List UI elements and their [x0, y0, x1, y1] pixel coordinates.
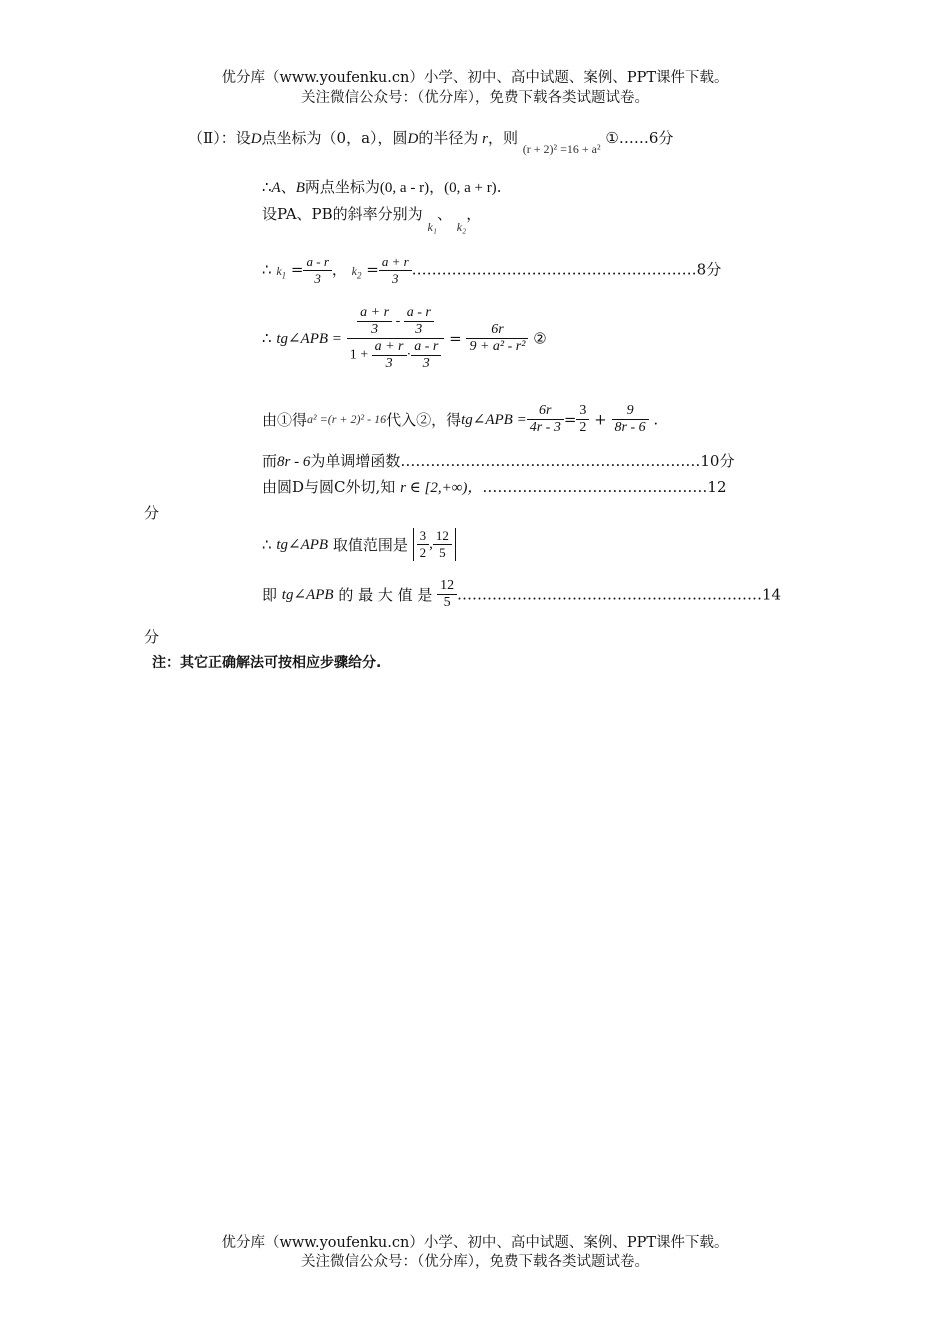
tg-result-fraction: $\frac{6r}{\text{9 + a² - r²}}$ — [466, 322, 528, 355]
tangent-text: 由圆D与圆C外切,知 — [262, 478, 396, 496]
sub-frac-1: $\frac{6r}{4r - 3}$ — [527, 403, 564, 436]
substitution-line: 由①得a² =(r + 2)² - 16代入②，得tg∠APB = $\frac{6r}{4r - 3}$ = $\frac{3}{2}$ + $\frac{9}{8r - 6}$ . — [262, 403, 659, 435]
circle-2: ② — [533, 329, 547, 348]
tg-label: tg∠APB = — [276, 331, 342, 347]
k1-symbol: k₁ — [427, 220, 437, 234]
max-tg: tg∠APB — [281, 587, 334, 603]
tangent-line — [262, 476, 727, 497]
slopes-text: 设PA、PB的斜率分别为 — [262, 205, 423, 223]
tg-big-fraction: $\frac{a + r}{3}$ - $\frac{a - r}{3}$ 1 + $\frac{a + r}{3}$ · $\frac{a - r}{3}$ — [347, 305, 445, 372]
part2-mark: ①……6分 — [605, 129, 674, 147]
range-interval: $\frac{3}{2}$ , $\frac{12}{5}$ — [413, 528, 456, 561]
sub-equation: a² =(r + 2)² - 16 — [307, 412, 387, 426]
monotonic-line — [262, 450, 734, 471]
range-tg: tg∠APB — [276, 537, 329, 553]
max-line — [262, 578, 781, 611]
mono-text-1: 而 — [262, 452, 278, 470]
k2-symbol: k₂ — [456, 220, 467, 234]
score-12: ………………………………………12 — [482, 478, 727, 496]
score-10: ……………………………………………………10分 — [400, 452, 735, 470]
range-therefore: ∴ — [262, 535, 272, 554]
tg-expression: ∴ tg∠APB = $\frac{a + r}{3}$ - $\frac{a - r}{3}$ 1 + $\frac{a + r}{3}$ · $\frac{a - r}{3}$ = $\frac{6r}{\text{9 + a² - r²}}$ ② — [262, 305, 547, 371]
tangent-range: r ∈ [2,+∞)， — [400, 480, 483, 496]
max-text-1: 即 — [262, 586, 278, 604]
range-line — [262, 528, 456, 561]
mono-text-2: 为单调增函数 — [310, 452, 401, 470]
footer-line-2: 关注微信公众号：（优分库），免费下载各类试题试卷。 — [301, 1254, 649, 1270]
footer-line-1: 优分库（www.youfenku.cn）小学、初中、高中试题、案例、PPT课件下载。 — [221, 1235, 729, 1251]
note: 注：其它正确解法可按相应步骤给分. — [152, 655, 382, 671]
sub-frac-2: $\frac{3}{2}$ — [576, 403, 589, 436]
part2-d-coord: 点坐标为（0，a），圆 — [261, 129, 408, 147]
sub-text-1: 由①得 — [262, 411, 308, 429]
sub-text-2: 代入②，得 — [386, 411, 462, 429]
therefore-symbol: ∴ — [262, 178, 272, 196]
sub-frac-3: $\frac{9}{8r - 6}$ — [612, 403, 649, 436]
score-14: .……………………………………………………14 — [457, 585, 782, 604]
part2-intro-line: （Ⅱ）：设D点坐标为（0，a），圆D的半径为 r，则 $_{(r + 2)^2 =16 + a^2}$ ①……6分 — [188, 129, 674, 156]
k1-fraction: $\frac{a - r}{3}$ — [303, 254, 331, 287]
ab-coords-line: ∴A、B两点坐标为(0, a - r)，(0, a + r). — [262, 178, 502, 196]
part2-then: ，则 — [488, 129, 519, 147]
max-fraction: $\frac{12}{5}$ — [437, 578, 457, 611]
coord-a: (0, a - r) — [379, 180, 430, 196]
score-8: …………………………………………………8分 — [411, 260, 722, 279]
part2-radius: 的半径为 — [418, 129, 479, 147]
k-values-line: ∴ $k_1$ = $\frac{a - r}{3}$ ， $k_2$ = $\frac{a + r}{3}$ …………………………………………………8分 — [262, 254, 722, 286]
max-text-2: 的 最 大 值 是 — [338, 586, 433, 604]
score-14-unit: 分 — [144, 628, 160, 646]
ab-coords-text: 两点坐标为 — [304, 178, 380, 196]
header-line-1: 优分库（www.youfenku.cn）小学、初中、高中试题、案例、PPT课件下载。 — [221, 70, 729, 86]
coord-b: (0, a + r) — [444, 180, 497, 196]
header-line-2: 关注微信公众号：（优分库），免费下载各类试题试卷。 — [301, 90, 649, 106]
mono-expr: 8r - 6 — [277, 454, 311, 470]
part2-intro: （Ⅱ）：设 — [188, 129, 251, 147]
score-12-unit: 分 — [144, 504, 160, 522]
part2-equation: (r + 2)² =16 + a² — [522, 142, 601, 156]
k2-fraction: $\frac{a + r}{3}$ — [379, 254, 412, 287]
sub-tg: tg∠APB = — [461, 412, 527, 428]
range-text: 取值范围是 — [332, 536, 408, 554]
slopes-line: 设PA、PB的斜率分别为 $_{k_1}$、 $_{k_2}$， — [262, 205, 482, 234]
